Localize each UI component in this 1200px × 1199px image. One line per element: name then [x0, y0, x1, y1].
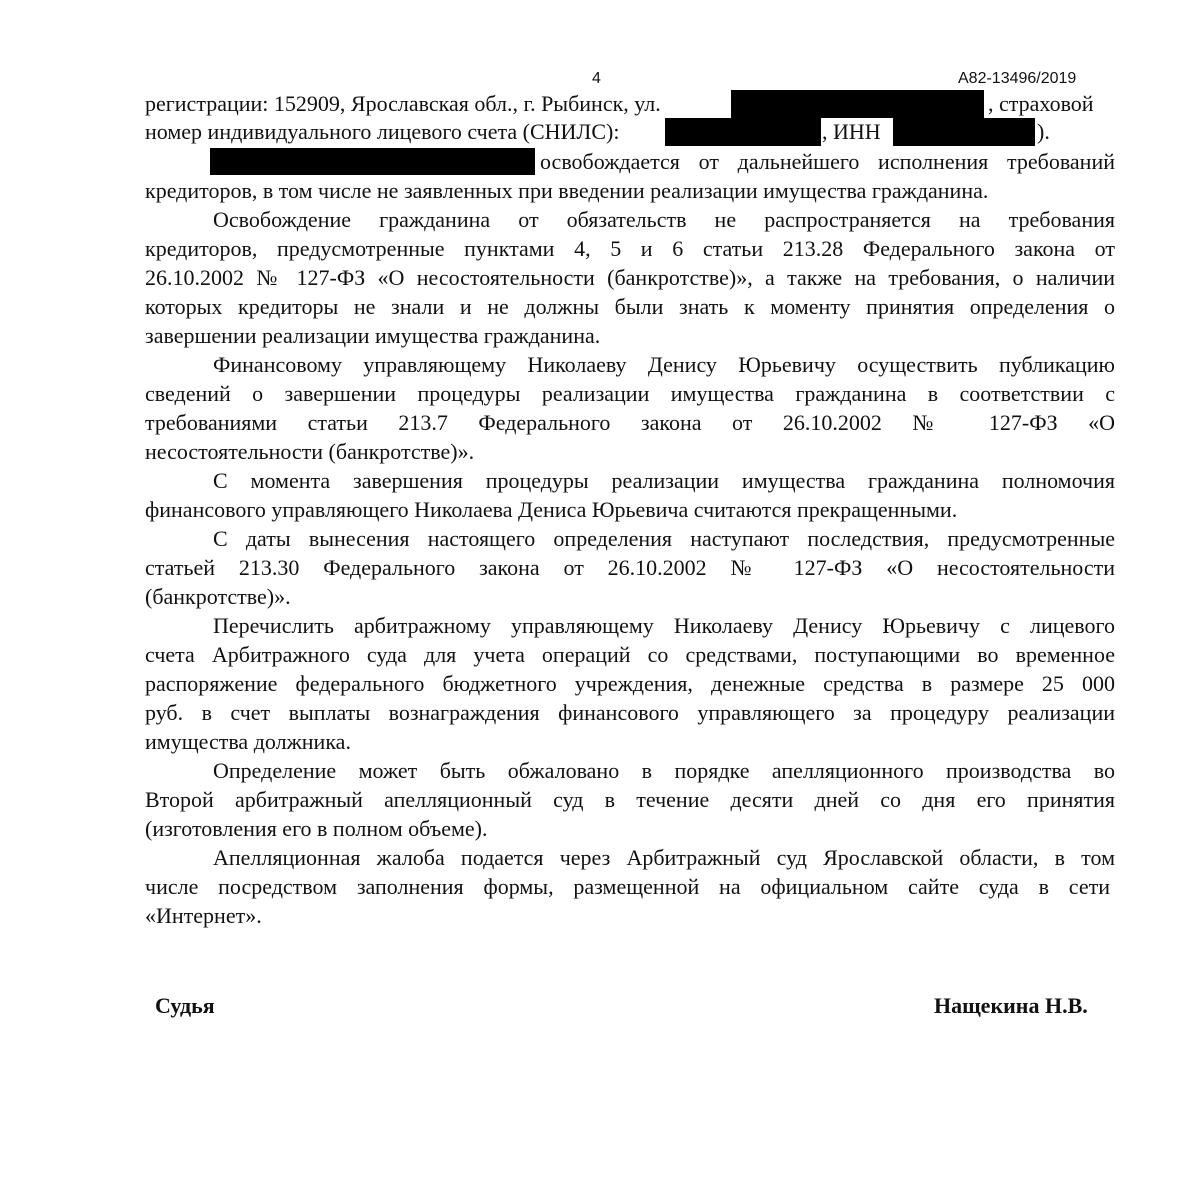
text-line: С момента завершения процедуры реализации имущества гражданина полномочия [213, 468, 1115, 493]
text-line: номер индивидуального лицевого счета (СНИЛС): [145, 119, 620, 144]
text-line: распоряжение федерального бюджетного учреждения, денежные средства в размере 25 000 [145, 671, 1115, 696]
text-line: Финансовому управляющему Николаеву Денису Юрьевичу осуществить публикацию [213, 352, 1115, 377]
text-line: руб. в счет выплаты вознаграждения финансового управляющего за процедуру реализации [145, 700, 1115, 725]
text-line: регистрации: 152909, Ярославская обл., г. Рыбинск, ул. [145, 91, 661, 116]
text-line: ). [1037, 119, 1050, 144]
text-line: кредиторов, в том числе не заявленных при введении реализации имущества гражданина. [145, 178, 989, 203]
text-line: 26.10.2002 № 127-ФЗ «О несостоятельности (банкротстве)», а также на требования, о наличии [145, 265, 1115, 290]
text-line: (банкротстве)». [145, 584, 291, 609]
page-number: 4 [592, 70, 601, 87]
text-line: числе посредством заполнения формы, размещенной на официальном сайте суда в сети [145, 874, 1110, 899]
text-line: , страховой [988, 91, 1094, 116]
text-line: Определение может быть обжаловано в порядке апелляционного производства во [213, 758, 1115, 783]
text-line: Перечислить арбитражному управляющему Николаеву Денису Юрьевичу с лицевого [213, 613, 1115, 638]
text-line: имущества должника. [145, 729, 351, 754]
text-line: сведений о завершении процедуры реализации имущества гражданина в соответствии с [145, 381, 1115, 406]
case-number: А82-13496/2019 [958, 70, 1077, 87]
text-line: несостоятельности (банкротстве)». [145, 439, 475, 464]
text-line: статьей 213.30 Федерального закона от 26.10.2002 № 127-ФЗ «О несостоятельности [145, 555, 1115, 580]
redaction-block [210, 148, 535, 175]
redaction-block [893, 118, 1035, 146]
text-line: завершении реализации имущества гражданина. [145, 323, 601, 348]
text-line: С даты вынесения настоящего определения наступают последствия, предусмотренные [213, 526, 1115, 551]
text-line: кредиторов, предусмотренные пунктами 4, 5 и 6 статьи 213.28 Федерального закона от [145, 236, 1115, 261]
text-line: требованиями статьи 213.7 Федерального закона от 26.10.2002 № 127-ФЗ «О [145, 410, 1115, 435]
text-line: освобождается от дальнейшего исполнения требований [540, 149, 1115, 174]
signature-role: Судья [155, 993, 215, 1018]
redaction-block [731, 90, 984, 118]
text-line: (изготовления его в полном объеме). [145, 816, 488, 841]
text-line: финансового управляющего Николаева Дениса Юрьевича считаются прекращенными. [145, 497, 958, 522]
signature-name: Нащекина Н.В. [934, 993, 1088, 1018]
text-line: которых кредиторы не знали и не должны были знать к моменту принятия определения о [145, 294, 1115, 319]
text-line: , ИНН [822, 119, 881, 144]
text-line: Второй арбитражный апелляционный суд в течение десяти дней со дня его принятия [145, 787, 1115, 812]
text-line: счета Арбитражного суда для учета операций со средствами, поступающими во временное [145, 642, 1115, 667]
text-line: Апелляционная жалоба подается через Арбитражный суд Ярославской области, в том [213, 845, 1115, 870]
redaction-block [665, 118, 821, 146]
text-line: «Интернет». [145, 903, 262, 928]
text-line: Освобождение гражданина от обязательств не распространяется на требования [213, 207, 1115, 232]
